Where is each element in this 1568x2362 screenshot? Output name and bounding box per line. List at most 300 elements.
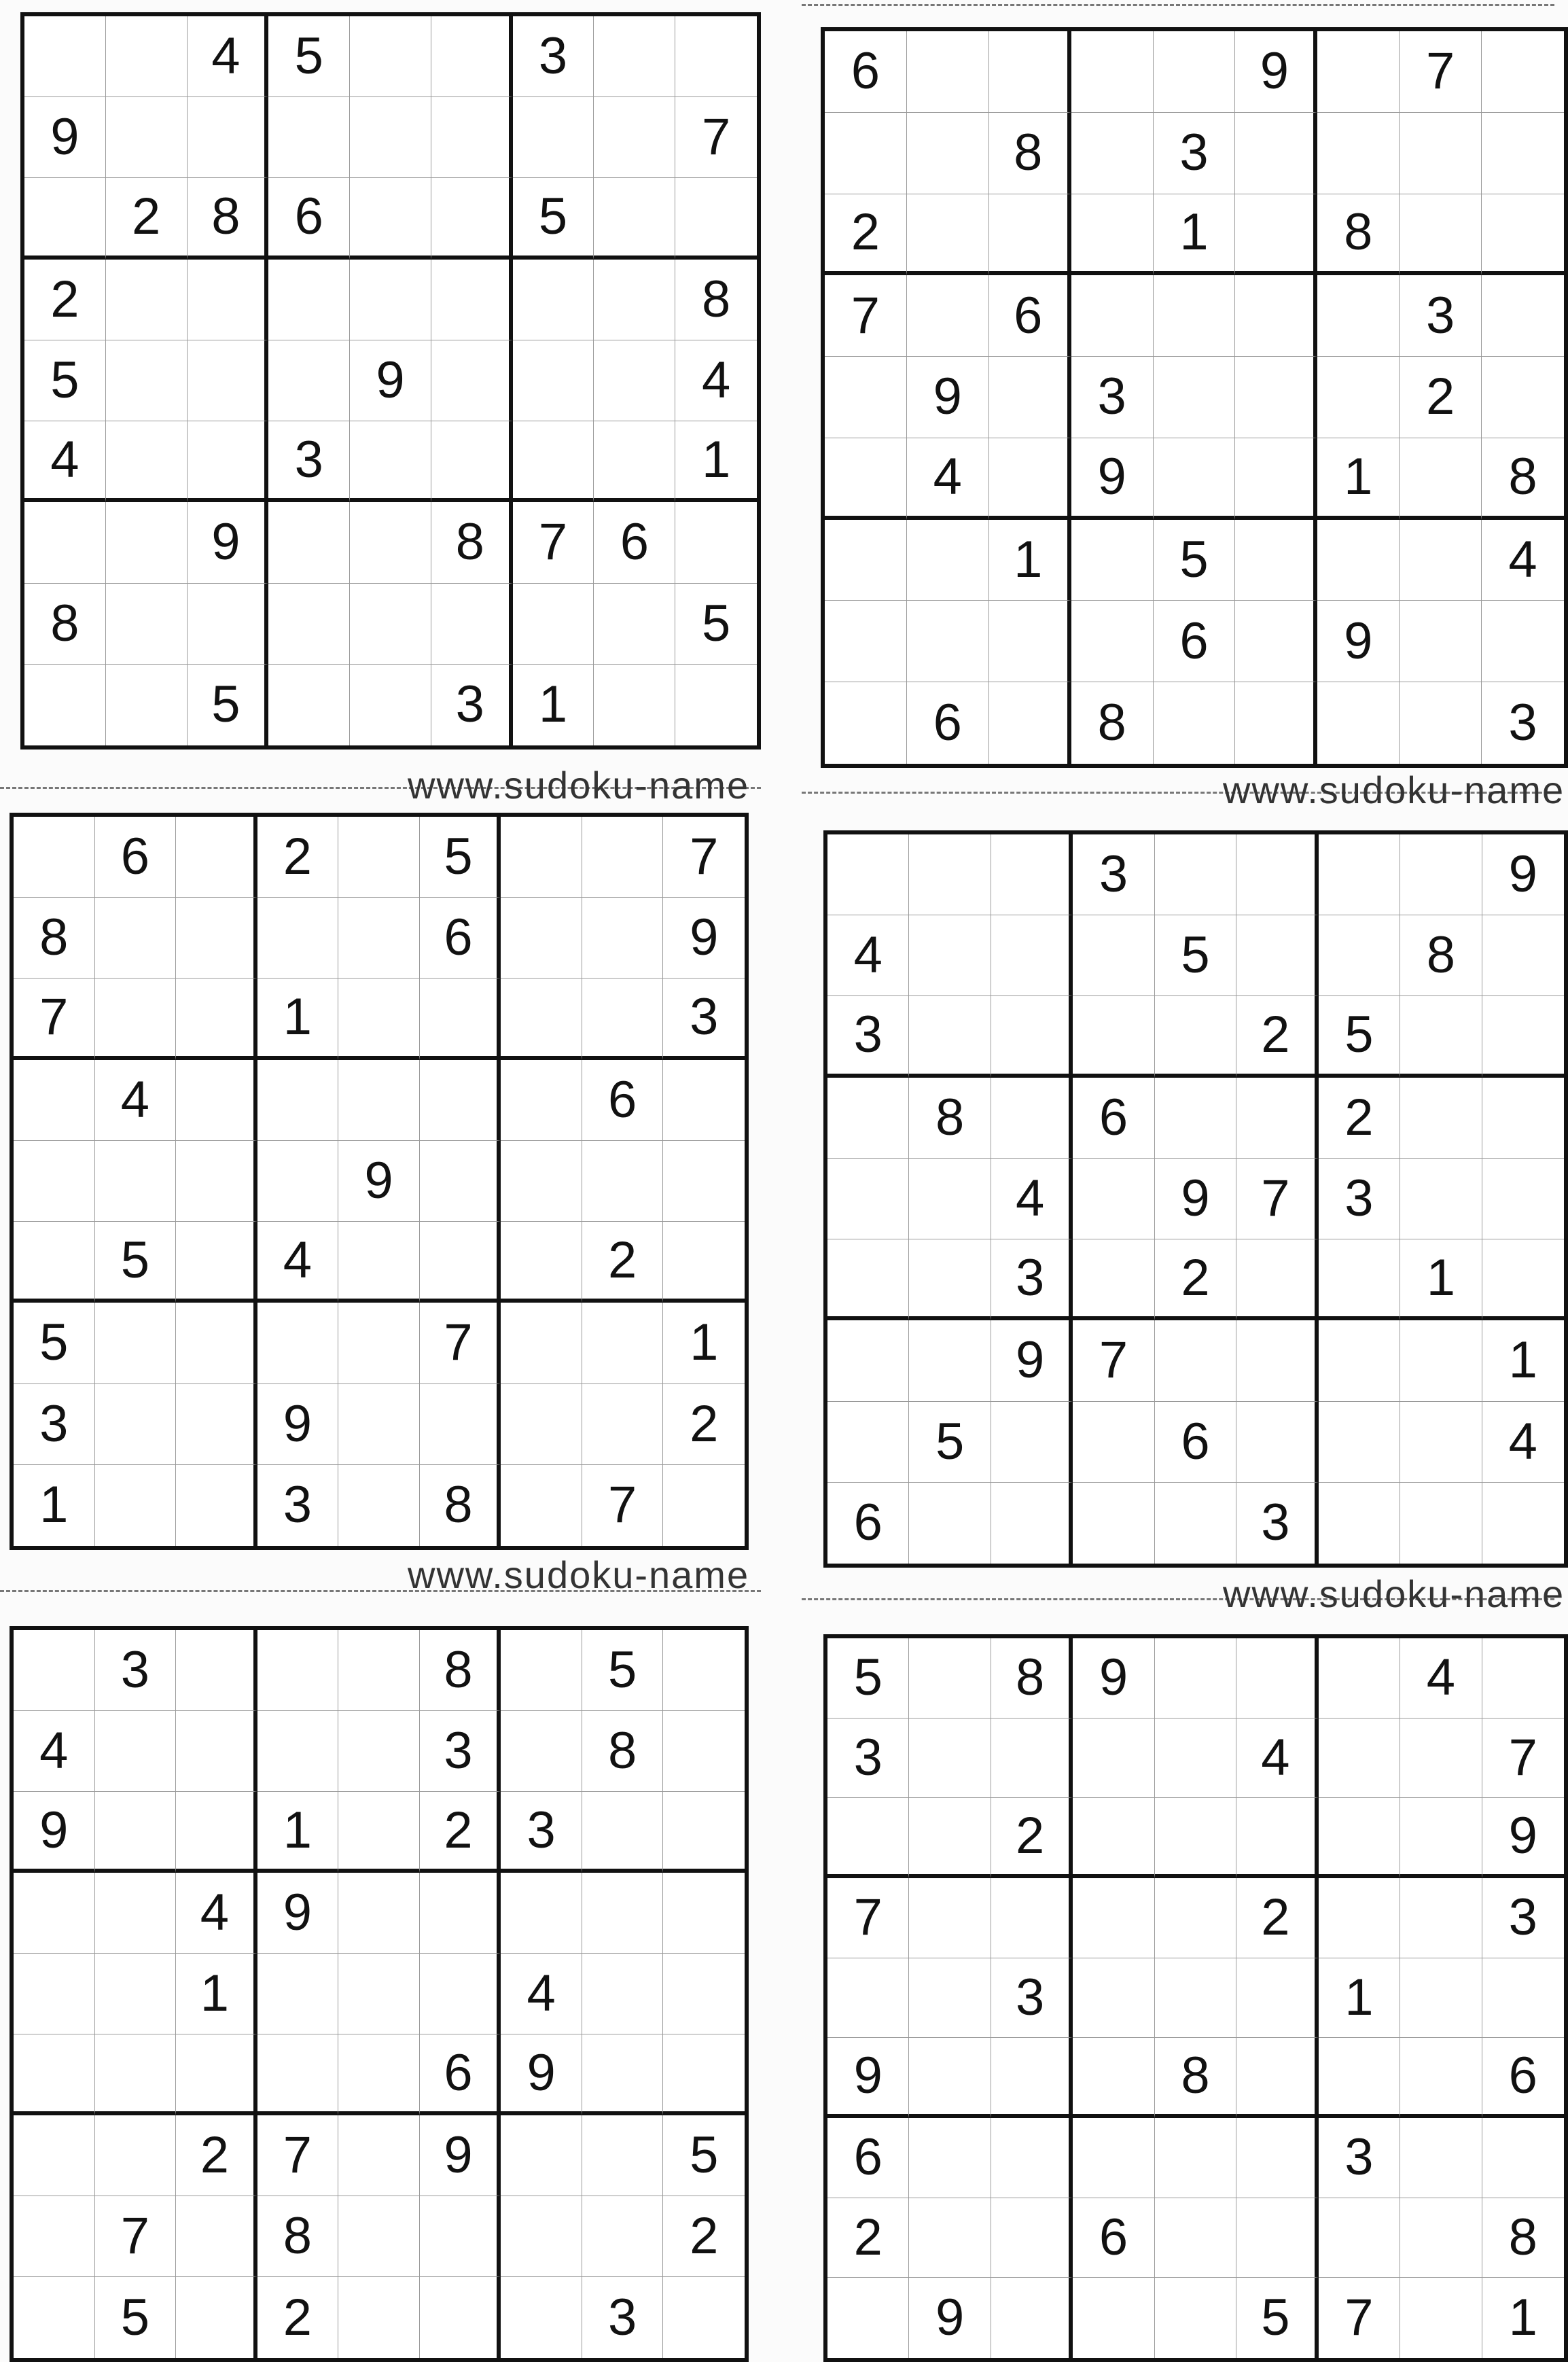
sudoku-cell[interactable] [257,1303,339,1383]
sudoku-cell[interactable] [989,601,1071,682]
sudoku-cell[interactable]: 2 [1319,1078,1400,1159]
sudoku-cell[interactable] [513,421,594,502]
sudoku-cell[interactable] [991,2278,1073,2358]
sudoku-cell[interactable] [501,1384,582,1465]
sudoku-cell[interactable] [1319,834,1400,915]
sudoku-cell[interactable] [431,178,513,259]
sudoku-cell[interactable]: 4 [501,1954,582,2034]
sudoku-cell[interactable] [1155,2278,1236,2358]
sudoku-cell[interactable]: 9 [338,1141,420,1222]
sudoku-cell[interactable] [501,1141,582,1222]
sudoku-cell[interactable]: 3 [1400,275,1482,357]
sudoku-cell[interactable]: 7 [257,2115,339,2196]
sudoku-cell[interactable] [1073,2038,1154,2118]
sudoku-cell[interactable] [14,1060,95,1141]
sudoku-cell[interactable] [989,194,1071,276]
sudoku-cell[interactable]: 6 [1073,2198,1154,2278]
sudoku-cell[interactable]: 8 [1400,915,1482,996]
sudoku-cell[interactable] [95,1141,177,1222]
sudoku-cell[interactable] [663,1060,745,1141]
sudoku-cell[interactable] [338,1711,420,1792]
sudoku-cell[interactable] [1154,357,1236,438]
sudoku-cell[interactable]: 3 [95,1630,177,1711]
sudoku-cell[interactable] [95,1792,177,1873]
sudoku-cell[interactable]: 8 [24,584,106,665]
sudoku-cell[interactable]: 9 [188,502,269,583]
sudoku-cell[interactable]: 9 [909,2278,991,2358]
sudoku-cell[interactable]: 9 [1482,834,1564,915]
sudoku-cell[interactable] [909,1798,991,1878]
sudoku-cell[interactable]: 9 [257,1873,339,1954]
sudoku-cell[interactable] [1071,520,1154,601]
sudoku-cell[interactable]: 7 [1400,31,1482,113]
sudoku-cell[interactable] [1317,113,1400,194]
sudoku-cell[interactable]: 3 [1482,1878,1564,1958]
sudoku-cell[interactable] [188,260,269,340]
sudoku-cell[interactable] [1236,1239,1318,1320]
sudoku-cell[interactable]: 1 [663,1303,745,1383]
sudoku-cell[interactable] [1071,113,1154,194]
sudoku-cell[interactable]: 7 [675,97,757,178]
sudoku-cell[interactable] [582,1303,664,1383]
sudoku-cell[interactable] [582,1792,664,1873]
sudoku-cell[interactable] [14,2115,95,2196]
sudoku-cell[interactable] [338,1222,420,1303]
sudoku-cell[interactable]: 3 [991,1958,1073,2039]
sudoku-cell[interactable]: 9 [1482,1798,1564,1878]
sudoku-cell[interactable] [1073,1798,1154,1878]
sudoku-cell[interactable]: 1 [675,421,757,502]
sudoku-cell[interactable] [825,682,907,764]
sudoku-cell[interactable] [663,1873,745,1954]
sudoku-cell[interactable] [1155,834,1236,915]
sudoku-cell[interactable] [176,1303,257,1383]
sudoku-cell[interactable] [106,421,188,502]
sudoku-cell[interactable]: 8 [1071,682,1154,764]
sudoku-cell[interactable] [268,502,350,583]
sudoku-cell[interactable] [176,898,257,979]
sudoku-cell[interactable] [582,1384,664,1465]
sudoku-cell[interactable] [1319,1878,1400,1958]
sudoku-cell[interactable] [663,2277,745,2358]
sudoku-cell[interactable]: 4 [257,1222,339,1303]
sudoku-cell[interactable] [1319,1239,1400,1320]
sudoku-cell[interactable] [594,665,675,745]
sudoku-cell[interactable] [989,682,1071,764]
sudoku-cell[interactable]: 9 [1073,1638,1154,1718]
sudoku-cell[interactable]: 3 [1508,694,1537,752]
sudoku-cell[interactable]: 7 [14,979,95,1059]
sudoku-cell[interactable] [24,178,106,259]
sudoku-cell[interactable] [95,1384,177,1465]
sudoku-cell[interactable] [1400,2278,1482,2358]
sudoku-cell[interactable] [106,340,188,421]
sudoku-cell[interactable] [176,1141,257,1222]
sudoku-cell[interactable] [825,601,907,682]
sudoku-cell[interactable] [24,502,106,583]
sudoku-cell[interactable] [1071,275,1154,357]
sudoku-cell[interactable] [1400,438,1482,520]
sudoku-cell[interactable] [1400,1078,1482,1159]
sudoku-cell[interactable] [1073,2118,1154,2198]
sudoku-cell[interactable]: 8 [909,1078,991,1159]
sudoku-cell[interactable] [188,340,269,421]
sudoku-cell[interactable] [350,97,431,178]
sudoku-cell[interactable]: 5 [268,16,350,97]
sudoku-cell[interactable] [907,520,989,601]
sudoku-cell[interactable] [501,1873,582,1954]
sudoku-cell[interactable]: 1 [513,665,594,745]
sudoku-cell[interactable] [268,97,350,178]
sudoku-cell[interactable] [582,898,664,979]
sudoku-cell[interactable] [1073,915,1154,996]
sudoku-cell[interactable]: 3 [663,979,745,1059]
sudoku-cell[interactable] [991,2038,1073,2118]
sudoku-cell[interactable] [1155,1483,1236,1564]
sudoku-cell[interactable]: 7 [1319,2278,1400,2358]
sudoku-cell[interactable]: 8 [1317,194,1400,276]
sudoku-cell[interactable] [827,2278,909,2358]
sudoku-cell[interactable] [501,898,582,979]
sudoku-cell[interactable]: 3 [827,996,909,1077]
sudoku-cell[interactable] [991,834,1073,915]
sudoku-cell[interactable] [1482,31,1564,113]
sudoku-cell[interactable] [176,2034,257,2115]
sudoku-cell[interactable] [827,1239,909,1320]
sudoku-cell[interactable] [431,584,513,665]
sudoku-cell[interactable] [991,1483,1073,1564]
sudoku-cell[interactable] [1482,1078,1564,1159]
sudoku-cell[interactable]: 3 [420,1711,501,1792]
sudoku-cell[interactable] [1400,1159,1482,1239]
sudoku-cell[interactable]: 6 [907,682,989,764]
sudoku-cell[interactable]: 1 [176,1954,257,2034]
sudoku-cell[interactable] [501,817,582,898]
sudoku-cell[interactable] [909,834,991,915]
sudoku-cell[interactable] [1317,682,1400,764]
sudoku-cell[interactable] [188,421,269,502]
sudoku-cell[interactable] [338,1303,420,1383]
sudoku-cell[interactable] [1482,915,1564,996]
sudoku-cell[interactable] [338,1384,420,1465]
sudoku-cell[interactable] [663,1711,745,1792]
sudoku-cell[interactable] [991,2198,1073,2278]
sudoku-cell[interactable] [991,915,1073,996]
sudoku-cell[interactable] [350,421,431,502]
sudoku-cell[interactable] [176,2277,257,2358]
sudoku-cell[interactable] [1155,2118,1236,2198]
sudoku-cell[interactable]: 3 [431,665,513,745]
sudoku-cell[interactable] [188,584,269,665]
sudoku-cell[interactable] [268,260,350,340]
sudoku-cell[interactable] [106,16,188,97]
sudoku-cell[interactable] [1317,357,1400,438]
sudoku-cell[interactable] [594,584,675,665]
sudoku-cell[interactable] [1236,2198,1318,2278]
sudoku-cell[interactable] [663,1630,745,1711]
sudoku-cell[interactable] [827,1798,909,1878]
sudoku-cell[interactable] [501,2277,582,2358]
sudoku-cell[interactable] [1236,1638,1318,1718]
sudoku-cell[interactable]: 4 [176,1873,257,1954]
sudoku-cell[interactable]: 9 [1155,1159,1236,1239]
sudoku-cell[interactable] [1073,1483,1154,1564]
sudoku-cell[interactable] [594,340,675,421]
sudoku-cell[interactable] [1155,2198,1236,2278]
sudoku-cell[interactable] [420,1141,501,1222]
sudoku-cell[interactable] [1482,113,1564,194]
sudoku-cell[interactable] [431,97,513,178]
sudoku-cell[interactable] [594,260,675,340]
sudoku-cell[interactable]: 1 [1317,438,1400,520]
sudoku-cell[interactable]: 1 [1482,1320,1564,1401]
sudoku-cell[interactable] [594,16,675,97]
sudoku-cell[interactable] [1400,520,1482,601]
sudoku-cell[interactable] [1400,601,1482,682]
sudoku-cell[interactable] [991,1402,1073,1483]
sudoku-cell[interactable] [907,601,989,682]
sudoku-cell[interactable]: 3 [1319,1159,1400,1239]
sudoku-cell[interactable] [991,1718,1073,1799]
sudoku-cell[interactable]: 9 [420,2115,501,2196]
sudoku-cell[interactable] [95,1303,177,1383]
sudoku-cell[interactable] [501,1465,582,1546]
sudoku-cell[interactable]: 4 [1482,520,1564,601]
sudoku-cell[interactable] [95,2115,177,2196]
sudoku-cell[interactable] [420,1060,501,1141]
sudoku-cell[interactable] [95,1954,177,2034]
sudoku-cell[interactable] [1235,113,1317,194]
sudoku-cell[interactable] [1482,1239,1564,1320]
sudoku-cell[interactable] [827,834,909,915]
sudoku-cell[interactable] [1400,2038,1482,2118]
sudoku-cell[interactable] [338,1465,420,1546]
sudoku-cell[interactable]: 2 [991,1798,1073,1878]
sudoku-cell[interactable] [1235,601,1317,682]
sudoku-cell[interactable] [14,2277,95,2358]
sudoku-cell[interactable] [1400,2198,1482,2278]
sudoku-cell[interactable]: 1 [257,979,339,1059]
sudoku-cell[interactable] [1154,275,1236,357]
sudoku-cell[interactable]: 2 [24,260,106,340]
sudoku-cell[interactable]: 4 [188,16,269,97]
sudoku-cell[interactable] [501,1222,582,1303]
sudoku-cell[interactable]: 4 [991,1159,1073,1239]
sudoku-cell[interactable]: 7 [825,275,907,357]
sudoku-cell[interactable]: 6 [420,2034,501,2115]
sudoku-cell[interactable] [1155,1078,1236,1159]
sudoku-cell[interactable]: 7 [1482,1718,1564,1799]
sudoku-cell[interactable]: 7 [1236,1159,1318,1239]
sudoku-cell[interactable]: 6 [989,275,1071,357]
sudoku-cell[interactable] [1071,194,1154,276]
sudoku-cell[interactable]: 6 [95,817,177,898]
sudoku-cell[interactable] [257,1711,339,1792]
sudoku-cell[interactable] [991,1878,1073,1958]
sudoku-cell[interactable] [501,1303,582,1383]
sudoku-cell[interactable]: 5 [827,1638,909,1718]
sudoku-cell[interactable]: 4 [1236,1718,1318,1799]
sudoku-cell[interactable]: 1 [1508,2289,1537,2347]
sudoku-cell[interactable] [14,1954,95,2034]
sudoku-cell[interactable] [1400,113,1482,194]
sudoku-cell[interactable]: 2 [1236,1878,1318,1958]
sudoku-cell[interactable]: 9 [24,97,106,178]
sudoku-cell[interactable] [431,260,513,340]
sudoku-cell[interactable] [827,1078,909,1159]
sudoku-cell[interactable] [501,1060,582,1141]
sudoku-cell[interactable] [95,1711,177,1792]
sudoku-cell[interactable] [1235,194,1317,276]
sudoku-cell[interactable]: 7 [95,2196,177,2277]
sudoku-cell[interactable] [1319,1798,1400,1878]
sudoku-cell[interactable] [338,2034,420,2115]
sudoku-cell[interactable] [14,2034,95,2115]
sudoku-cell[interactable] [909,1159,991,1239]
sudoku-cell[interactable] [907,275,989,357]
sudoku-cell[interactable]: 9 [14,1792,95,1873]
sudoku-cell[interactable] [1236,1402,1318,1483]
sudoku-cell[interactable] [1155,1878,1236,1958]
sudoku-cell[interactable] [1155,996,1236,1077]
sudoku-cell[interactable] [24,665,106,745]
sudoku-cell[interactable]: 2 [825,194,907,276]
sudoku-cell[interactable] [909,1958,991,2039]
sudoku-cell[interactable] [663,1465,745,1546]
sudoku-cell[interactable] [1236,1320,1318,1401]
sudoku-cell[interactable] [1317,31,1400,113]
sudoku-cell[interactable]: 8 [257,2196,339,2277]
sudoku-cell[interactable] [338,2196,420,2277]
sudoku-cell[interactable] [827,1320,909,1401]
sudoku-cell[interactable]: 9 [663,898,745,979]
sudoku-cell[interactable] [420,1873,501,1954]
sudoku-cell[interactable] [1155,1638,1236,1718]
sudoku-cell[interactable]: 3 [513,16,594,97]
sudoku-cell[interactable] [338,2115,420,2196]
sudoku-cell[interactable] [350,178,431,259]
sudoku-cell[interactable] [14,1873,95,1954]
sudoku-cell[interactable]: 4 [95,1060,177,1141]
sudoku-cell[interactable]: 9 [827,2038,909,2118]
sudoku-cell[interactable] [582,2196,664,2277]
sudoku-cell[interactable] [1400,1718,1482,1799]
sudoku-cell[interactable] [257,1954,339,2034]
sudoku-cell[interactable] [1319,1638,1400,1718]
sudoku-cell[interactable]: 6 [1155,1402,1236,1483]
sudoku-cell[interactable] [989,357,1071,438]
sudoku-cell[interactable]: 5 [14,1303,95,1383]
sudoku-cell[interactable] [176,1465,257,1546]
sudoku-cell[interactable] [1235,275,1317,357]
sudoku-cell[interactable] [1482,1483,1564,1564]
sudoku-cell[interactable]: 9 [907,357,989,438]
sudoku-cell[interactable] [1154,31,1236,113]
sudoku-cell[interactable] [350,584,431,665]
sudoku-cell[interactable] [582,979,664,1059]
sudoku-cell[interactable] [1235,520,1317,601]
sudoku-cell[interactable] [1235,682,1317,764]
sudoku-cell[interactable] [675,178,757,259]
sudoku-cell[interactable] [95,2034,177,2115]
sudoku-cell[interactable]: 8 [582,1711,664,1792]
sudoku-cell[interactable] [1236,1958,1318,2039]
sudoku-cell[interactable] [594,421,675,502]
sudoku-cell[interactable] [1319,915,1400,996]
sudoku-cell[interactable] [1319,2038,1400,2118]
sudoku-cell[interactable] [1400,1798,1482,1878]
sudoku-cell[interactable]: 2 [663,2196,745,2277]
sudoku-cell[interactable] [188,97,269,178]
sudoku-cell[interactable] [1155,1798,1236,1878]
sudoku-cell[interactable] [909,915,991,996]
sudoku-cell[interactable] [989,31,1071,113]
sudoku-cell[interactable] [1400,194,1482,276]
sudoku-cell[interactable] [431,16,513,97]
sudoku-cell[interactable] [582,817,664,898]
sudoku-cell[interactable] [176,817,257,898]
sudoku-cell[interactable] [1400,1483,1482,1564]
sudoku-cell[interactable] [1236,915,1318,996]
sudoku-cell[interactable] [825,438,907,520]
sudoku-cell[interactable]: 5 [24,340,106,421]
sudoku-cell[interactable] [420,1384,501,1465]
sudoku-cell[interactable]: 6 [420,898,501,979]
sudoku-cell[interactable] [1071,601,1154,682]
sudoku-cell[interactable] [827,1402,909,1483]
sudoku-cell[interactable] [582,2034,664,2115]
sudoku-cell[interactable]: 5 [513,178,594,259]
sudoku-cell[interactable] [1154,438,1236,520]
sudoku-cell[interactable]: 5 [1319,996,1400,1077]
sudoku-cell[interactable]: 5 [582,1630,664,1711]
sudoku-cell[interactable] [1400,996,1482,1077]
sudoku-cell[interactable]: 3 [1236,1483,1318,1564]
sudoku-cell[interactable] [1071,31,1154,113]
sudoku-cell[interactable]: 8 [188,178,269,259]
sudoku-cell[interactable] [501,1630,582,1711]
sudoku-cell[interactable]: 7 [420,1303,501,1383]
sudoku-cell[interactable] [176,979,257,1059]
sudoku-cell[interactable] [1073,2278,1154,2358]
sudoku-cell[interactable] [663,1954,745,2034]
sudoku-cell[interactable] [1400,682,1482,764]
sudoku-cell[interactable]: 9 [991,1320,1073,1401]
sudoku-cell[interactable]: 3 [1319,2118,1400,2198]
sudoku-cell[interactable]: 8 [991,1638,1073,1718]
sudoku-cell[interactable] [1400,1402,1482,1483]
sudoku-cell[interactable] [501,1711,582,1792]
sudoku-cell[interactable] [513,97,594,178]
sudoku-cell[interactable]: 2 [663,1384,745,1465]
sudoku-cell[interactable]: 5 [1155,915,1236,996]
sudoku-cell[interactable] [582,1954,664,2034]
sudoku-cell[interactable]: 7 [582,1465,664,1546]
sudoku-cell[interactable] [1482,1958,1564,2039]
sudoku-cell[interactable] [1155,1320,1236,1401]
sudoku-cell[interactable] [106,665,188,745]
sudoku-cell[interactable]: 4 [827,915,909,996]
sudoku-cell[interactable] [663,1792,745,1873]
sudoku-cell[interactable]: 6 [825,31,907,113]
sudoku-cell[interactable] [582,1873,664,1954]
sudoku-cell[interactable] [350,665,431,745]
sudoku-cell[interactable] [14,817,95,898]
sudoku-cell[interactable] [14,1222,95,1303]
sudoku-cell[interactable] [1073,1718,1154,1799]
sudoku-cell[interactable] [420,1222,501,1303]
sudoku-cell[interactable] [14,2196,95,2277]
